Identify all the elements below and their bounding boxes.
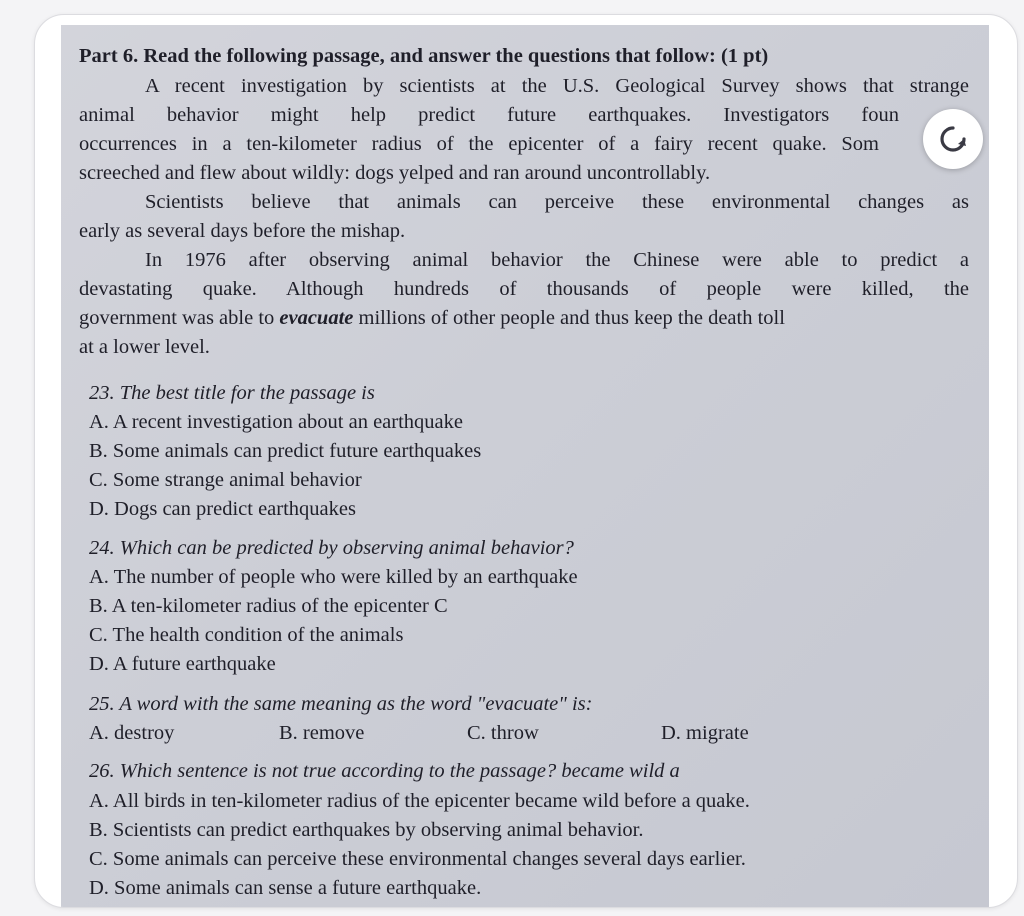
document-photo: [61, 25, 989, 908]
answer-option: B. A ten-kilometer radius of the epicenter C: [89, 595, 448, 617]
answer-option: A. The number of people who were killed by an earthquake: [89, 566, 578, 588]
image-card: [34, 14, 1018, 908]
answer-option: C. throw: [467, 722, 539, 744]
answer-option: C. The health condition of the animals: [89, 624, 404, 646]
passage-line: animal behavior might help predict future earthquakes. Investigators foun: [79, 104, 899, 126]
answer-option: A. All birds in ten-kilometer radius of the epicenter became wild before a quake.: [89, 790, 750, 812]
answer-option: D. Some animals can sense a future earthquake.: [89, 877, 482, 899]
question-stem: 23. The best title for the passage is: [89, 382, 375, 404]
passage-line: In 1976 after observing animal behavior the Chinese were able to predict a: [145, 249, 969, 271]
answer-option: D. migrate: [661, 722, 749, 744]
answer-option: D. A future earthquake: [89, 653, 276, 675]
passage-line: screeched and flew about wildly: dogs yelped and ran around uncontrollably.: [79, 162, 711, 184]
passage-line: at a lower level.: [79, 336, 210, 358]
emphasized-word: evacuate: [279, 307, 354, 329]
answer-option: B. Some animals can predict future earthquakes: [89, 440, 482, 462]
answer-option: D. Dogs can predict earthquakes: [89, 498, 356, 520]
passage-text: government was able to: [79, 307, 280, 329]
answer-option: B. Scientists can predict earthquakes by observing animal behavior.: [89, 819, 644, 841]
refresh-icon: [936, 122, 970, 156]
question-stem: 26. Which sentence is not true according to the passage? became wild a: [89, 760, 680, 782]
part-heading: Part 6. Read the following passage, and answer the questions that follow: (1 pt): [79, 45, 769, 67]
passage-line: occurrences in a ten-kilometer radius of the epicenter of a fairy recent quake. Som: [79, 133, 879, 155]
question-stem: 25. A word with the same meaning as the word "evacuate" is:: [89, 693, 593, 715]
answer-option: C. Some animals can perceive these environmental changes several days earlier.: [89, 848, 746, 870]
passage-line: devastating quake. Although hundreds of thousands of people were killed, the: [79, 278, 969, 300]
question-stem: 24. Which can be predicted by observing animal behavior?: [89, 537, 574, 559]
answer-option: A. destroy: [89, 722, 175, 744]
answer-option: B. remove: [279, 722, 365, 744]
passage-line: [79, 305, 969, 331]
passage-line: early as several days before the mishap.: [79, 220, 406, 242]
answer-option: A. A recent investigation about an earthquake: [89, 411, 464, 433]
passage-text: millions of other people and thus keep the death toll: [353, 307, 785, 329]
passage-line: Scientists believe that animals can perceive these environmental changes as: [145, 191, 969, 213]
answer-option: C. Some strange animal behavior: [89, 469, 362, 491]
passage-line: A recent investigation by scientists at the U.S. Geological Survey shows that strange: [145, 75, 969, 97]
refresh-button[interactable]: [923, 109, 983, 169]
